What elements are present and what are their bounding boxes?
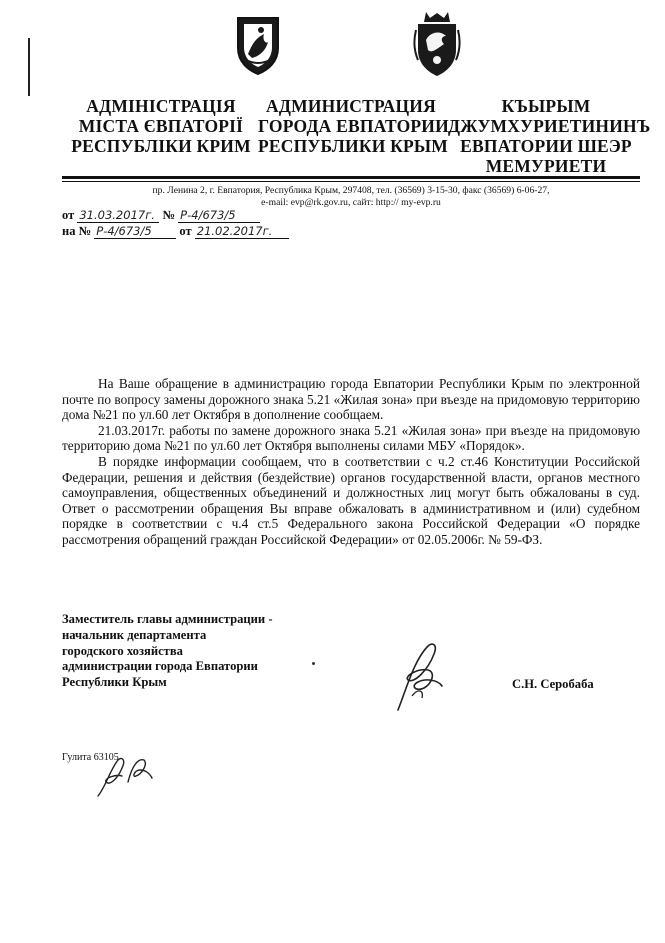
incoming-date: 21.02.2017г. <box>195 224 289 239</box>
letter-body <box>62 376 640 548</box>
header-divider <box>62 176 640 179</box>
crest-evpatoria-icon <box>234 14 282 76</box>
contacts-line-2: e-mail: evp@rk.gov.ru, сайт: http:// my-evp.ru <box>261 197 441 208</box>
position-line: начальник департамента <box>62 627 207 642</box>
header-line: РЕСПУБЛІКИ КРИМ <box>71 136 251 156</box>
to-date-label: от <box>179 224 192 238</box>
body-paragraph: В порядке информации сообщаем, что в соответствии с ч.2 ст.46 Конституции Российской Федерации, решения и действия (бездействие) органов государственной власти, органов местного самоуправления, общественных объединений и должностных лиц могут быть обжалованы в суд. Ответ о рассмотрении обращения Вы вправе обжаловать в административном и (или) судебном порядке в соответствии с ч.4 ст.5 Федерального закона Российской Федерации «О порядке рассмотрения обращений граждан Российской Федерации» от 02.05.2006г. № 59-ФЗ. <box>62 453 640 547</box>
margin-mark <box>28 38 30 96</box>
body-paragraph: На Ваше обращение в администрацию города Евпатории Республики Крым по электронной почте по вопросу замены дорожного знака 5.21 «Жилая зона» при въезде на придомовую территорию дома №21 по ул.60 лет Октября в дополнение сообщаем. <box>62 376 640 423</box>
header-line: АДМІНІСТРАЦІЯ <box>86 96 236 116</box>
header-line: АДМИНИСТРАЦИЯ <box>266 96 436 116</box>
handwritten-signature <box>388 640 448 717</box>
header-line: ЕВПАТОРИИ ШЕЭР <box>460 136 632 156</box>
performer-note: Гулита 63105 <box>62 752 119 763</box>
outgoing-reference <box>62 208 260 223</box>
body-paragraph: 21.03.2017г. работы по замене дорожного знака 5.21 «Жилая зона» при въезде на придомовую территорию дома №21 по ул.60 лет Октября выполнены силами МБУ «Порядок». <box>62 422 640 454</box>
position-line: городского хозяйства <box>62 643 183 658</box>
from-label: от <box>62 208 75 222</box>
incoming-number: Р-4/673/5 <box>94 224 176 239</box>
number-label: № <box>162 208 176 222</box>
header-russian <box>258 96 449 156</box>
header-line: КЪЫРЫМ <box>501 96 591 116</box>
header-line: МІСТА ЄВПАТОРІЇ <box>78 116 244 136</box>
header-divider-thin <box>62 181 640 182</box>
outgoing-date: 31.03.2017г. <box>77 208 159 223</box>
to-label: на № <box>62 224 92 238</box>
header-ukrainian <box>62 96 260 156</box>
performer-initials <box>92 752 156 807</box>
incoming-reference <box>62 224 289 239</box>
header-line: МЕМУРИЕТИ <box>485 156 607 176</box>
outgoing-number: Р-4/673/5 <box>178 208 260 223</box>
ink-dot <box>312 662 315 665</box>
header-line: РЕСПУБЛИКИ КРЫМ <box>258 136 448 156</box>
header-line: ДЖУМХУРИЕТИНИНЪ <box>448 116 651 136</box>
signatory-position <box>62 612 273 691</box>
position-line: администрации города Евпатории <box>62 659 258 674</box>
header-crimean-tatar <box>448 96 651 176</box>
position-line: Заместитель главы администрации - <box>62 612 273 626</box>
signatory-name: С.Н. Серобаба <box>512 677 594 691</box>
position-line: Республики Крым <box>62 675 167 690</box>
contacts-line-1: пр. Ленина 2, г. Евпатория, Республика Крым, 297408, тел. (36569) 3-15-30, факс (36569) 6-06-27, <box>152 185 550 196</box>
header-line: ГОРОДА ЕВПАТОРИИ <box>258 116 449 136</box>
crest-crimea-icon <box>412 10 462 78</box>
